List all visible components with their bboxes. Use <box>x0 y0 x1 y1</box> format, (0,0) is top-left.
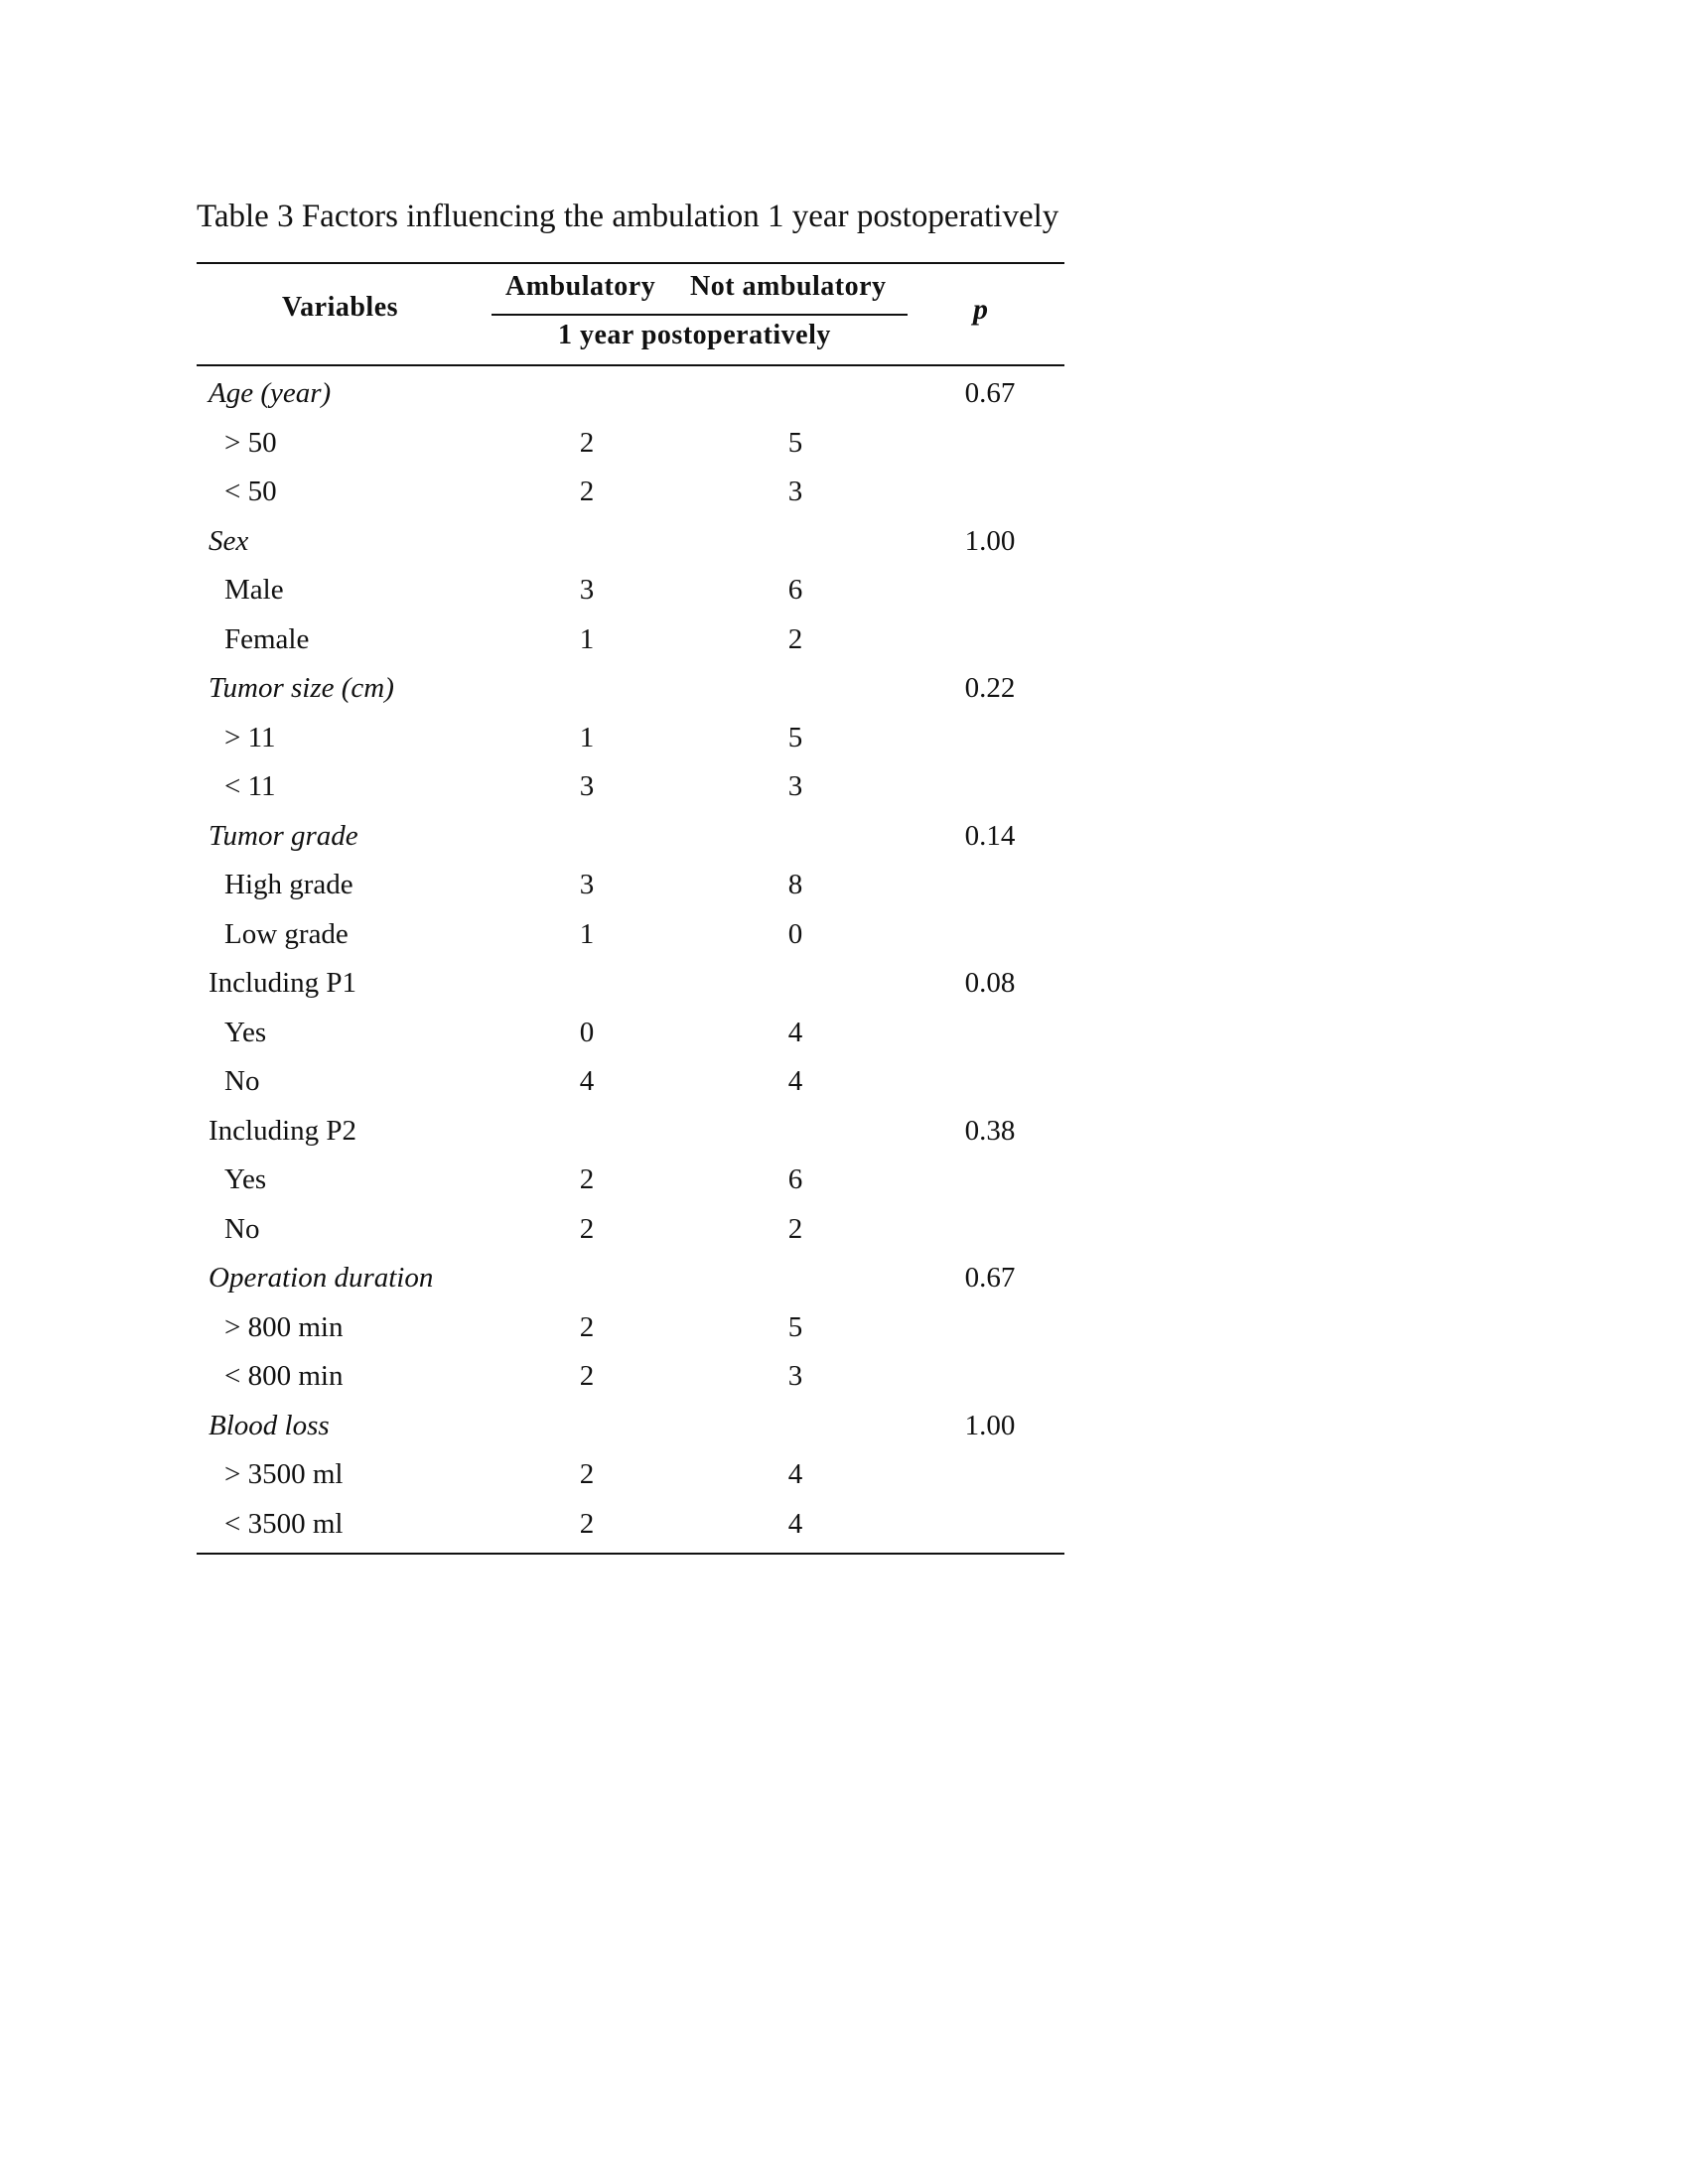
p-value: 0.14 <box>964 819 1016 852</box>
row-label: Low grade <box>224 917 349 950</box>
not-ambulatory-count: 5 <box>787 1310 803 1343</box>
table-group-row <box>197 1107 1064 1157</box>
table-row <box>197 1205 1064 1255</box>
not-ambulatory-count: 2 <box>787 1212 803 1245</box>
row-label: Tumor size (cm) <box>209 672 394 704</box>
table-row <box>197 762 1064 812</box>
row-label: No <box>224 1065 260 1097</box>
ambulatory-count: 2 <box>579 426 595 459</box>
table-row <box>197 1500 1064 1550</box>
p-value: 0.38 <box>964 1114 1016 1147</box>
not-ambulatory-count: 2 <box>787 622 803 655</box>
not-ambulatory-count: 0 <box>787 917 803 950</box>
header-subgroup-rule <box>492 314 908 316</box>
not-ambulatory-count: 4 <box>787 1065 803 1097</box>
row-label: > 3500 ml <box>224 1458 344 1490</box>
p-value: 0.08 <box>964 967 1016 999</box>
table-bottom-rule <box>197 1553 1064 1555</box>
table-row <box>197 1450 1064 1500</box>
not-ambulatory-count: 5 <box>787 721 803 753</box>
not-ambulatory-count: 4 <box>787 1507 803 1540</box>
not-ambulatory-count: 3 <box>787 770 803 802</box>
row-label: Sex <box>209 524 249 557</box>
table-row <box>197 1352 1064 1402</box>
row-label: Blood loss <box>209 1409 330 1441</box>
p-value: 1.00 <box>964 524 1016 557</box>
not-ambulatory-count: 8 <box>787 869 803 900</box>
table-group-row <box>197 664 1064 714</box>
row-label: Including P2 <box>209 1114 357 1147</box>
row-label: Female <box>224 622 310 655</box>
row-label: Operation duration <box>209 1262 434 1294</box>
p-value: 0.22 <box>964 672 1016 704</box>
row-label: High grade <box>224 869 353 900</box>
row-label: Male <box>224 574 284 606</box>
table-row <box>197 1303 1064 1353</box>
table-row <box>197 1009 1064 1058</box>
ambulatory-count: 3 <box>579 574 595 606</box>
row-label: > 11 <box>224 721 276 753</box>
table-group-row <box>197 517 1064 567</box>
header-variables: Variables <box>282 292 399 323</box>
ambulatory-count: 4 <box>579 1065 595 1097</box>
row-label: Tumor grade <box>209 819 358 852</box>
header-not-ambulatory: Not ambulatory <box>690 271 887 302</box>
table-group-row <box>197 959 1064 1009</box>
table-top-rule <box>197 262 1064 264</box>
not-ambulatory-count: 6 <box>787 1163 803 1195</box>
ambulatory-count: 0 <box>579 1016 595 1048</box>
ambulatory-count: 1 <box>579 721 595 753</box>
row-label: < 800 min <box>224 1360 344 1392</box>
not-ambulatory-count: 6 <box>787 574 803 606</box>
table-group-row <box>197 812 1064 862</box>
table-row <box>197 566 1064 615</box>
not-ambulatory-count: 4 <box>787 1016 803 1048</box>
table-row <box>197 615 1064 665</box>
table-row <box>197 861 1064 910</box>
ambulatory-count: 2 <box>579 1310 595 1343</box>
p-value: 0.67 <box>964 1262 1016 1294</box>
table-row <box>197 1156 1064 1205</box>
table-body <box>197 369 1064 1549</box>
header-p-value: p <box>973 293 989 326</box>
row-label: Yes <box>224 1016 267 1048</box>
table-row <box>197 419 1064 469</box>
ambulatory-count: 2 <box>579 1507 595 1540</box>
table-group-row <box>197 1402 1064 1451</box>
header-ambulatory: Ambulatory <box>505 271 656 302</box>
table-row <box>197 910 1064 960</box>
row-label: Age (year) <box>209 377 332 409</box>
row-label: Yes <box>224 1163 267 1195</box>
table-row <box>197 1057 1064 1107</box>
not-ambulatory-count: 5 <box>787 426 803 459</box>
row-label: > 50 <box>224 426 277 459</box>
table-group-row <box>197 1254 1064 1303</box>
header-subheader: 1 year postoperatively <box>558 320 831 350</box>
row-label: < 50 <box>224 476 277 507</box>
p-value: 1.00 <box>964 1409 1016 1441</box>
table-row <box>197 468 1064 517</box>
table-row <box>197 714 1064 763</box>
row-label: < 11 <box>224 770 276 802</box>
not-ambulatory-count: 4 <box>787 1458 803 1490</box>
table-header-rule <box>197 364 1064 366</box>
ambulatory-count: 2 <box>579 476 595 507</box>
ambulatory-count: 1 <box>579 917 595 950</box>
ambulatory-count: 2 <box>579 1458 595 1490</box>
row-label: < 3500 ml <box>224 1507 344 1540</box>
ambulatory-count: 3 <box>579 869 595 900</box>
ambulatory-count: 2 <box>579 1163 595 1195</box>
row-label: Including P1 <box>209 967 357 999</box>
row-label: No <box>224 1212 260 1245</box>
not-ambulatory-count: 3 <box>787 476 803 507</box>
ambulatory-count: 2 <box>579 1212 595 1245</box>
row-label: > 800 min <box>224 1310 344 1343</box>
p-value: 0.67 <box>964 377 1016 409</box>
not-ambulatory-count: 3 <box>787 1360 803 1392</box>
ambulatory-count: 3 <box>579 770 595 802</box>
ambulatory-count: 2 <box>579 1360 595 1392</box>
ambulatory-count: 1 <box>579 622 595 655</box>
table-group-row <box>197 369 1064 419</box>
table-caption: Table 3 Factors influencing the ambulation 1 year postoperatively <box>197 199 1059 234</box>
